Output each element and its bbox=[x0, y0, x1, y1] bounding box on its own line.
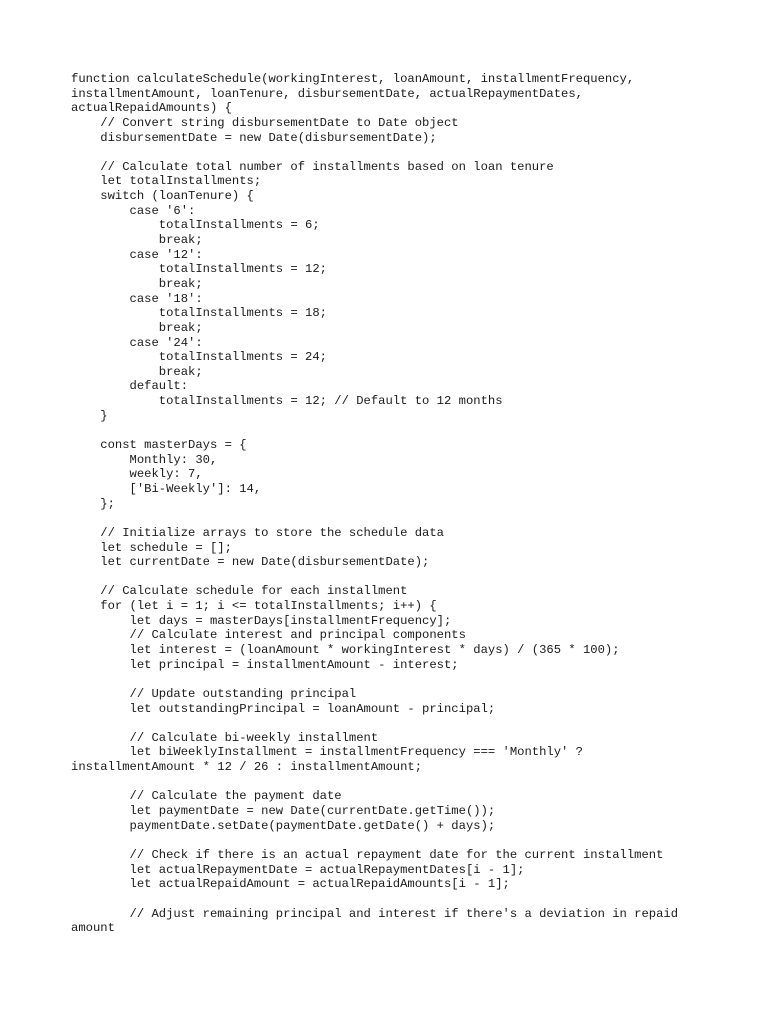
code-line: totalInstallments = 12; // Default to 12 months bbox=[71, 394, 503, 409]
code-line: break; bbox=[71, 320, 203, 335]
code-line: // Calculate schedule for each installment bbox=[71, 584, 408, 599]
code-line: for (let i = 1; i <= totalInstallments; i++) { bbox=[71, 599, 437, 614]
code-line: ['Bi-Weekly']: 14, bbox=[71, 481, 262, 496]
code-line: }; bbox=[71, 496, 115, 511]
code-line bbox=[71, 672, 721, 687]
code-line: paymentDate.setDate(paymentDate.getDate() + days); bbox=[71, 818, 496, 833]
code-line: installmentAmount * 12 / 26 : installmentAmount; bbox=[71, 760, 423, 775]
code-line: break; bbox=[71, 233, 203, 248]
code-line: function calculateSchedule(workingInterest, loanAmount, installmentFrequency, bbox=[71, 72, 635, 86]
code-line: default: bbox=[71, 379, 189, 394]
code-line: // Check if there is an actual repayment date for the current installment bbox=[71, 847, 664, 862]
code-line bbox=[71, 570, 721, 585]
code-line bbox=[71, 775, 721, 790]
code-line bbox=[71, 716, 721, 731]
code-line: case '12': bbox=[71, 247, 203, 262]
code-line: disbursementDate = new Date(disbursementDate); bbox=[71, 130, 437, 145]
code-line: let paymentDate = new Date(currentDate.getTime()); bbox=[71, 804, 496, 819]
code-line bbox=[71, 833, 721, 848]
code-line: // Calculate total number of installments based on loan tenure bbox=[71, 159, 554, 174]
code-line bbox=[71, 145, 721, 160]
code-line bbox=[71, 511, 721, 526]
code-line bbox=[71, 423, 721, 438]
code-line bbox=[71, 892, 721, 907]
code-line: // Calculate the payment date bbox=[71, 789, 342, 804]
code-line: // Update outstanding principal bbox=[71, 686, 357, 701]
code-line: let days = masterDays[installmentFrequency]; bbox=[71, 613, 452, 628]
code-line: let schedule = []; bbox=[71, 540, 232, 555]
code-line: let biWeeklyInstallment = installmentFrequency === 'Monthly' ? bbox=[71, 745, 583, 760]
code-line: break; bbox=[71, 276, 203, 291]
code-line: totalInstallments = 24; bbox=[71, 350, 327, 365]
code-line: totalInstallments = 12; bbox=[71, 262, 327, 277]
code-block bbox=[71, 72, 721, 936]
code-line: let totalInstallments; bbox=[71, 174, 262, 189]
code-line: amount bbox=[71, 921, 115, 936]
code-line: let principal = installmentAmount - interest; bbox=[71, 657, 459, 672]
code-line: weekly: 7, bbox=[71, 467, 203, 482]
code-line: // Adjust remaining principal and interest if there's a deviation in repaid bbox=[71, 906, 679, 921]
code-line: let actualRepaidAmount = actualRepaidAmounts[i - 1]; bbox=[71, 877, 510, 892]
code-line: } bbox=[71, 408, 108, 423]
code-line: let outstandingPrincipal = loanAmount - principal; bbox=[71, 701, 496, 716]
code-line: let interest = (loanAmount * workingInterest * days) / (365 * 100); bbox=[71, 642, 620, 657]
code-line: Monthly: 30, bbox=[71, 452, 218, 467]
code-line: // Calculate interest and principal components bbox=[71, 628, 466, 643]
code-line: const masterDays = { bbox=[71, 438, 247, 453]
code-line: case '18': bbox=[71, 291, 203, 306]
code-line: let currentDate = new Date(disbursementDate); bbox=[71, 555, 430, 570]
code-line: switch (loanTenure) { bbox=[71, 189, 254, 204]
code-line: break; bbox=[71, 364, 203, 379]
code-line: installmentAmount, loanTenure, disbursementDate, actualRepaymentDates, bbox=[71, 86, 583, 101]
code-line: totalInstallments = 18; bbox=[71, 306, 327, 321]
code-line: let actualRepaymentDate = actualRepaymentDates[i - 1]; bbox=[71, 862, 525, 877]
code-line: case '6': bbox=[71, 203, 196, 218]
code-line: // Calculate bi-weekly installment bbox=[71, 730, 379, 745]
code-line: // Convert string disbursementDate to Date object bbox=[71, 115, 459, 130]
code-line: case '24': bbox=[71, 335, 203, 350]
code-line: actualRepaidAmounts) { bbox=[71, 101, 232, 116]
code-line: // Initialize arrays to store the schedule data bbox=[71, 525, 444, 540]
code-line: totalInstallments = 6; bbox=[71, 218, 320, 233]
